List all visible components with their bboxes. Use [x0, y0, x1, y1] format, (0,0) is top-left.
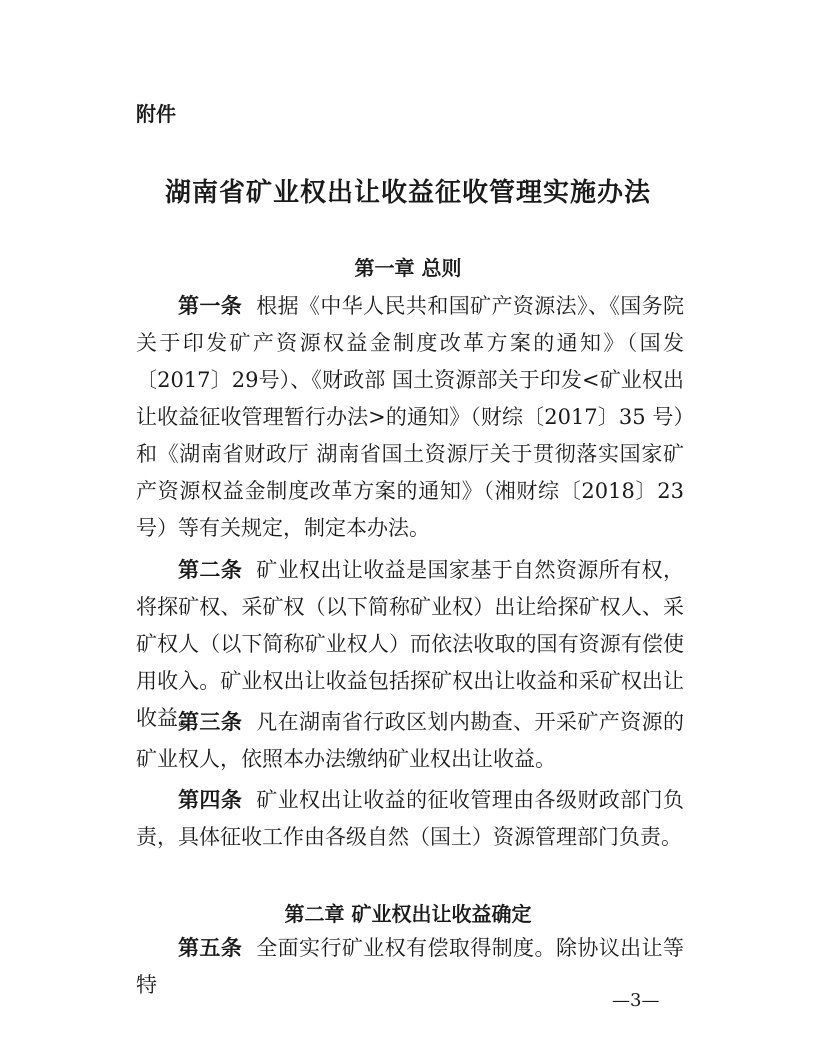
- article-5-label: 第五条: [178, 936, 243, 960]
- article-1-text: 根据《中华人民共和国矿产资源法》、《国务院关于印发矿产资源权益金制度改革方案的通知》（国发〔2017〕29号）、《财政部 国土资源部关于印发<矿业权出让收益征收管理暂行办法>的通知》（财综〔2017〕35 号）和《湖南省财政厅 湖南省国土资源厅关于贯彻落实国家矿产资源权益金制度改革方案的通知》（湘财综〔2018〕23 号）等有关规定，制定本办法。: [136, 294, 685, 540]
- article-4: [136, 782, 684, 856]
- article-2-text: 矿业权出让收益是国家基于自然资源所有权，将探矿权、采矿权（以下简称矿业权）出让给探矿权人、采矿权人（以下简称矿业权人）而依法收取的国有资源有偿使用收入。矿业权出让收益包括探矿权出让收益和采矿权出让收益。: [136, 558, 685, 730]
- article-2-label: 第二条: [178, 558, 243, 582]
- article-5-text: 全面实行矿业权有偿取得制度。除协议出让等特: [136, 936, 685, 997]
- article-3-label: 第三条: [178, 710, 243, 734]
- article-1: [136, 288, 684, 547]
- attachment-label: 附件: [136, 102, 176, 126]
- article-4-label: 第四条: [178, 788, 243, 812]
- article-1-label: 第一条: [178, 294, 243, 318]
- document-title: 湖南省矿业权出让收益征收管理实施办法: [164, 178, 651, 208]
- article-4-text: 矿业权出让收益的征收管理由各级财政部门负责，具体征收工作由各级自然（国土）资源管理部门负责。: [136, 788, 685, 849]
- article-3-text: 凡在湖南省行政区划内勘查、开采矿产资源的矿业权人，依照本办法缴纳矿业权出让收益。: [136, 710, 685, 771]
- article-5: [136, 930, 684, 1004]
- article-3: [136, 704, 684, 778]
- chapter-heading-1: 第一章 总则: [354, 256, 462, 280]
- page-number: —3—: [612, 990, 660, 1011]
- chapter-heading-2: 第二章 矿业权出让收益确定: [284, 902, 532, 926]
